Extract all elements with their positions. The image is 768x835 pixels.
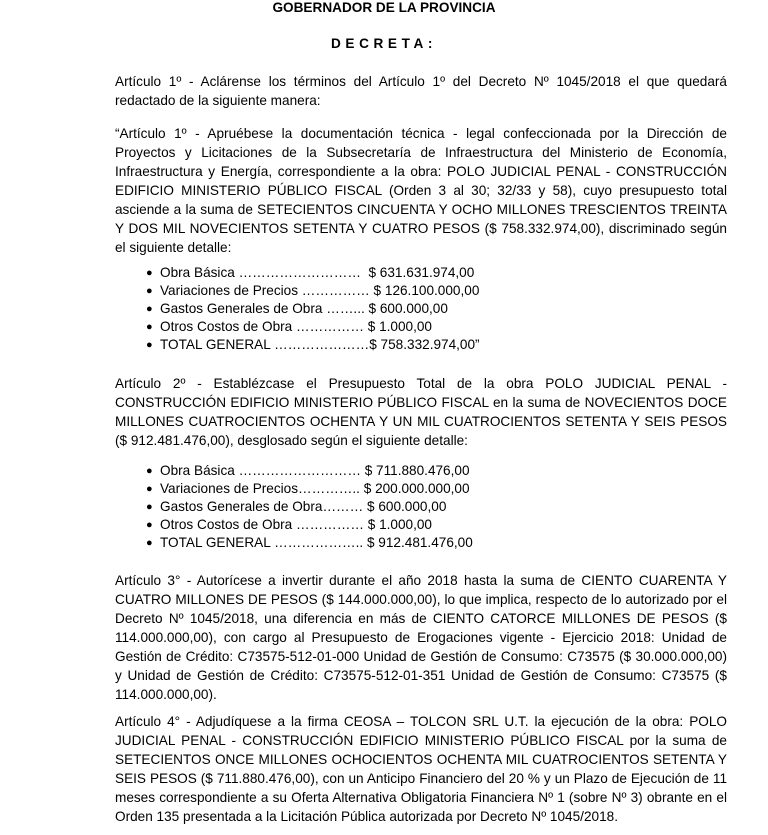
bullet-icon: ● (146, 303, 153, 315)
bullet-icon: ● (146, 501, 153, 513)
list-item: ● TOTAL GENERAL ……………….. $ 912.481.476,00 (146, 535, 473, 550)
list-item: ● Obra Básica ……………………… $ 711.880.476,00 (146, 463, 470, 478)
list-item: ● TOTAL GENERAL …………………$ 758.332.974,00” (146, 337, 480, 352)
bullet-icon: ● (146, 483, 153, 495)
article-1-budget-list (0, 264, 480, 354)
list-item: ● Obra Básica ……………………… $ 631.631.974,00 (146, 265, 475, 280)
bullet-icon: ● (146, 285, 153, 297)
bullet-icon: ● (146, 465, 153, 477)
article-1-quoted: “Artículo 1º - Apruébese la documentación técnica - legal confeccionada por la Dirección de Proyectos y Licitaciones de la Subsecretaría de Infraestructura del Ministerio de Economía, Infraestructura y Energía, correspondiente a la obra: POLO JUDICIAL PENAL - CONSTRUCCIÓN EDIFICIO MINISTERIO PÚBLICO FISCAL (Orden 3 al 30; 32/33 y 58), cuyo presupuesto total asciende a la suma de SETECIENTOS CINCUENTA Y OCHO MILLONES TRESCIENTOS TREINTA Y DOS MIL NOVECIENTOS SETENTA Y CUATRO PESOS ($ 758.332.974,00), discriminado según el siguiente detalle: (115, 126, 727, 255)
article-2: Artículo 2º - Establézcase el Presupuesto Total de la obra POLO JUDICIAL PENAL - CONSTRUCCIÓN EDIFICIO MINISTERIO PÚBLICO FISCAL en la suma de NOVECIENTOS DOCE MILLONES CUATROCIENTOS OCHENTA Y UN MIL CUATROCIENTOS SETENTA Y SEIS PESOS ($ 912.481.476,00), desglosado según el siguiente detalle: (115, 376, 727, 448)
bullet-icon: ● (146, 339, 153, 351)
bullet-icon: ● (146, 519, 153, 531)
article-1-intro: Artículo 1º - Aclárense los términos del Artículo 1º del Decreto Nº 1045/2018 el que quedará redactado de la siguiente manera: (115, 74, 727, 108)
list-item: ● Gastos Generales de Obra……… $ 600.000,00 (146, 499, 447, 514)
decreta-heading: DECRETA: (330, 36, 438, 51)
bullet-icon: ● (146, 267, 153, 279)
list-item: ● Otros Costos de Obra …………… $ 1.000,00 (146, 517, 432, 532)
list-item: ● Otros Costos de Obra …………… $ 1.000,00 (146, 319, 432, 334)
document-header-title: GOBERNADOR DE LA PROVINCIA (272, 0, 496, 15)
list-item: ● Gastos Generales de Obra ……... $ 600.000,00 (146, 301, 448, 316)
list-item: ● Variaciones de Precios………….. $ 200.000.000,00 (146, 481, 470, 496)
article-3: Artículo 3° - Autorícese a invertir durante el año 2018 hasta la suma de CIENTO CUARENTA Y CUATRO MILLONES DE PESOS ($ 144.000.000,00), lo que implica, respecto de lo autorizado por el Decreto Nº 1045/2018, una diferencia en más de CIENTO CATORCE MILLONES DE PESOS ($ 114.000.000,00), con cargo al Presupuesto de Erogaciones vigente - Ejercicio 2018: Unidad de Gestión de Crédito: C73575-512-01-000 Unidad de Gestión de Consumo: C73575 ($ 30.000.000,00) y Unidad de Gestión de Crédito: C73575-512-01-351 Unidad de Gestión de Consumo: C73575 ($ 114.000.000,00). (115, 573, 727, 702)
article-4: Artículo 4° - Adjudíquese a la firma CEOSA – TOLCON SRL U.T. la ejecución de la obra: POLO JUDICIAL PENAL - CONSTRUCCIÓN EDIFICIO MINISTERIO PÚBLICO FISCAL por la suma de SETECIENTOS ONCE MILLONES OCHOCIENTOS OCHENTA MIL CUATROCIENTOS SETENTA Y SEIS PESOS ($ 711.880.476,00), con un Anticipo Financiero del 20 % y un Plazo de Ejecución de 11 meses correspondiente a su Oferta Alternativa Obligatoria Financiera Nº 1 (sobre Nº 3) obrante en el Orden 135 presentada a la Licitación Pública autorizada por Decreto Nº 1045/2018. (115, 714, 727, 824)
bullet-icon: ● (146, 537, 153, 549)
bullet-icon: ● (146, 321, 153, 333)
list-item: ● Variaciones de Precios …………… $ 126.100.000,00 (146, 283, 480, 298)
article-2-budget-list (0, 462, 473, 552)
